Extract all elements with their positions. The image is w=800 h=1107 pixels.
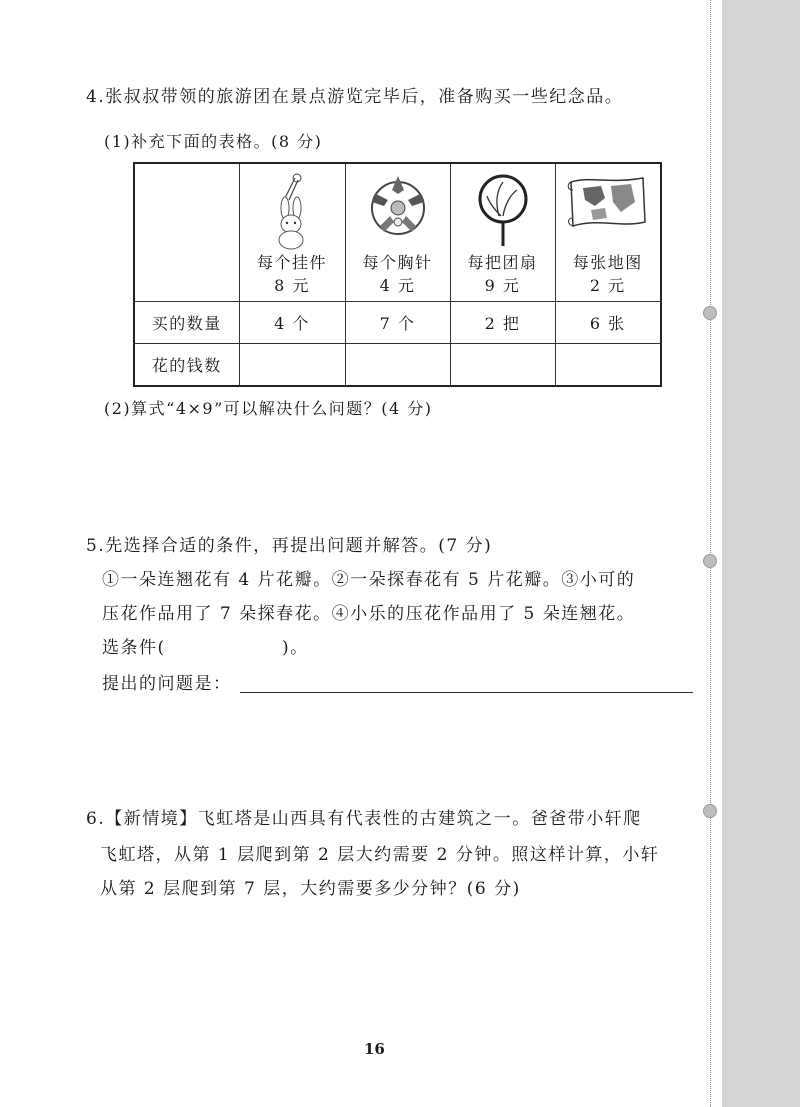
- item-name: 每把团扇: [467, 253, 538, 272]
- q6-line2: 飞虹塔，从第 1 层爬到第 2 层大约需要 2 分钟。照这样计算，小轩: [100, 845, 660, 865]
- corner-cell: [134, 163, 239, 302]
- q5-condition-line1: ①一朵连翘花有 4 片花瓣。②一朵探春花有 5 片花瓣。③小可的: [102, 570, 636, 590]
- item-name: 每个挂件: [256, 253, 327, 272]
- item-price: 4 元: [379, 276, 416, 295]
- page-number: 16: [364, 1040, 385, 1058]
- cost-answer-cell[interactable]: [239, 344, 345, 386]
- item-header-brooch: [345, 163, 450, 302]
- page-margin-strip: [722, 0, 800, 1107]
- item-name: 每张地图: [572, 253, 643, 272]
- q4-part1: (1)补充下面的表格。(8 分): [104, 132, 323, 151]
- quantity-cell: 6 张: [555, 302, 661, 344]
- q5-title: 5.先选择合适的条件，再提出问题并解答。(7 分): [86, 536, 493, 556]
- q4-part2: (2)算式“4×9”可以解决什么问题？(4 分): [104, 399, 433, 418]
- q5-question-label: 提出的问题是：: [102, 674, 232, 694]
- rabbit-pendant-icon: [267, 172, 317, 250]
- cost-answer-cell[interactable]: [450, 344, 555, 386]
- cost-answer-cell[interactable]: [555, 344, 661, 386]
- item-header-pendant: [239, 163, 345, 302]
- brooch-icon: [362, 172, 434, 244]
- binding-hole: [703, 554, 717, 568]
- item-header-fan: [450, 163, 555, 302]
- q5-select-prefix: 选条件(: [102, 638, 166, 658]
- cost-answer-cell[interactable]: [345, 344, 450, 386]
- quantity-cell: 4 个: [239, 302, 345, 344]
- q5-select-suffix: )。: [282, 638, 309, 658]
- item-price: 8 元: [274, 276, 310, 295]
- item-header-map: [555, 163, 661, 302]
- item-price: 9 元: [484, 276, 521, 295]
- quantity-cell: 2 把: [450, 302, 555, 344]
- q6-line3: 从第 2 层爬到第 7 层，大约需要多少分钟？(6 分): [100, 879, 521, 899]
- round-fan-icon: [473, 172, 533, 248]
- souvenir-table: [133, 162, 662, 387]
- binding-hole: [703, 804, 717, 818]
- q5-condition-line2: 压花作品用了 7 朵探春花。④小乐的压花作品用了 5 朵连翘花。: [102, 604, 636, 624]
- map-icon: [565, 172, 651, 232]
- row-label-quantity: 买的数量: [134, 302, 239, 344]
- binding-hole: [703, 306, 717, 320]
- question-answer-line[interactable]: [240, 692, 693, 693]
- quantity-cell: 7 个: [345, 302, 450, 344]
- item-price: 2 元: [589, 276, 626, 295]
- item-name: 每个胸针: [362, 253, 433, 272]
- q6-line1: 6.【新情境】飞虹塔是山西具有代表性的古建筑之一。爸爸带小轩爬: [86, 809, 642, 829]
- q4-title: 4.张叔叔带领的旅游团在景点游览完毕后，准备购买一些纪念品。: [86, 87, 624, 107]
- row-label-cost: 花的钱数: [134, 344, 239, 386]
